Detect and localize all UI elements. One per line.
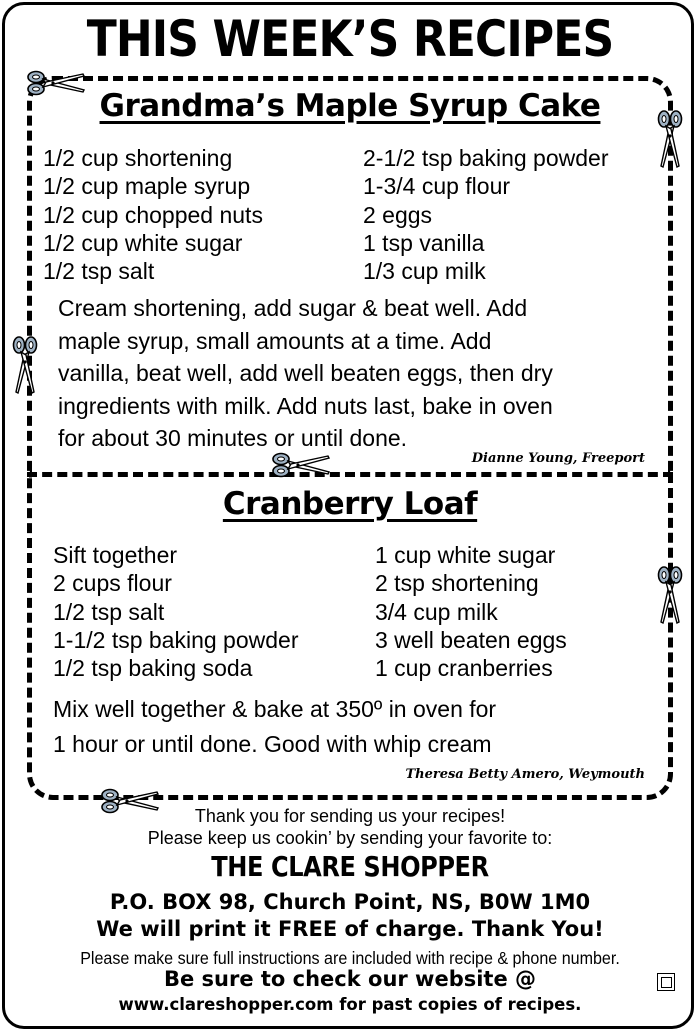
scissors-icon <box>655 565 685 625</box>
ad-badge-icon <box>657 973 675 991</box>
footer-instructions-note: Please make sure full instructions are included with recipe & phone number. <box>80 948 620 968</box>
recipe-1-instructions <box>58 292 658 455</box>
ingredient: 1-1/2 tsp baking powder <box>53 626 299 653</box>
ingredient: 1/2 tsp salt <box>53 598 165 625</box>
instruction-line: maple syrup, small amounts at a time. Add <box>58 327 492 354</box>
scissors-icon <box>10 335 40 395</box>
instruction-line: ingredients with milk. Add nuts last, bake in oven <box>58 392 553 419</box>
ingredient: 1/2 cup maple syrup <box>43 173 251 200</box>
footer-keep-cooking: Please keep us cookin’ by sending your favorite to: <box>147 828 553 848</box>
ingredient: 1 tsp vanilla <box>363 229 485 256</box>
footer-website-link[interactable]: www.clareshopper.com for past copies of recipes. <box>118 995 582 1014</box>
scissors-icon <box>271 450 331 480</box>
footer-thanks: Thank you for sending us your recipes! <box>194 806 506 826</box>
recipe-1-ingredients-right <box>363 144 609 285</box>
ingredient: Sift together <box>53 542 178 568</box>
ingredient: 1/3 cup milk <box>363 258 486 285</box>
ingredient: 2 cups flour <box>53 570 172 597</box>
recipe-2-ingredients-right <box>375 541 567 682</box>
ingredient: 1/2 cup chopped nuts <box>43 201 263 228</box>
instruction-line: Cream shortening, add sugar & beat well. Add <box>58 295 528 321</box>
ingredient: 2 eggs <box>363 201 433 228</box>
ingredient: 1 cup white sugar <box>375 542 556 568</box>
recipe-1-ingredients-left <box>43 144 263 285</box>
ingredient: 1 cup cranberries <box>375 655 553 682</box>
recipe-2-instructions <box>53 692 653 762</box>
ingredient: 2-1/2 tsp baking powder <box>363 145 609 171</box>
ingredient: 2 tsp shortening <box>375 570 539 597</box>
ingredient: 1/2 tsp baking soda <box>53 655 253 682</box>
ingredient: 3/4 cup milk <box>375 598 498 625</box>
recipe-2-ingredients-left <box>53 541 299 682</box>
footer-website-call: Be sure to check our website @ <box>163 967 537 991</box>
ingredient: 3 well beaten eggs <box>375 626 567 653</box>
ingredient: 1/2 cup white sugar <box>43 229 243 256</box>
ingredient: 1-3/4 cup flour <box>363 173 511 200</box>
footer-free-print: We will print it FREE of charge. Thank You! <box>96 917 604 941</box>
ingredient: 1/2 tsp salt <box>43 258 155 285</box>
footer-address: P.O. BOX 98, Church Point, NS, B0W 1M0 <box>109 890 591 914</box>
page-title: THIS WEEK’S RECIPES <box>86 10 614 68</box>
recipe-2-credit: Theresa Betty Amero, Weymouth <box>405 767 645 782</box>
instruction-line: for about 30 minutes or until done. <box>58 425 408 451</box>
instruction-line: vanilla, beat well, add well beaten eggs, then dry <box>58 360 553 386</box>
instruction-line: 1 hour or until done. Good with whip cream <box>53 731 492 757</box>
recipe-1-credit: Dianne Young, Freeport <box>471 451 645 466</box>
instruction-line: Mix well together & bake at 350º in oven for <box>53 696 497 722</box>
ingredient: 1/2 cup shortening <box>43 145 233 171</box>
recipe-2-title: Cranberry Loaf <box>222 486 478 522</box>
recipe-1-title: Grandma’s Maple Syrup Cake <box>99 88 601 124</box>
footer-publication-name: THE CLARE SHOPPER <box>211 850 489 883</box>
